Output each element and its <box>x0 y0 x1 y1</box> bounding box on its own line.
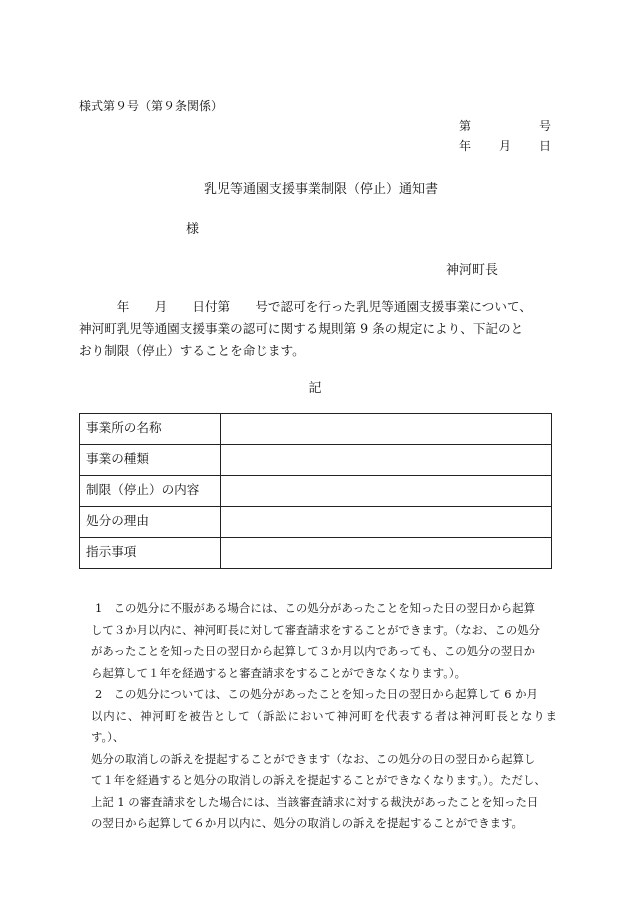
doc-no-prefix: 第 <box>459 119 472 133</box>
note-1-line: して３か月以内に、神河町長に対して審査請求をすることができます。（なお、この処分 <box>91 622 541 637</box>
row-label: 事業所の名称 <box>80 414 221 445</box>
document-title-row <box>0 178 630 197</box>
date-day: 日 <box>539 139 552 153</box>
note-2-line: 以内に、神河町を被告として（訴訟において神河町を代表する者は神河町長となります。）、 <box>91 708 557 744</box>
note-2-line: て１年を経過すると処分の取消しの訴えを提起することができなくなります。）。ただし、 <box>91 773 546 787</box>
table-row <box>80 414 552 445</box>
row-label: 処分の理由 <box>80 507 221 538</box>
note-1-line: があったことを知った日の翌日から起算して３か月以内であっても、この処分の翌日か <box>91 644 536 658</box>
note-2-line: の翌日から起算して６か月以内に、処分の取消しの訴えを提起することができます。 <box>91 816 523 830</box>
row-value <box>221 414 552 445</box>
row-label: 事業の種類 <box>80 445 221 476</box>
document-date <box>459 137 551 153</box>
date-year: 年 <box>459 139 472 153</box>
table-row <box>80 476 552 507</box>
addressee-suffix: 様 <box>186 222 200 237</box>
notes-section <box>79 598 557 835</box>
table-row <box>80 507 552 538</box>
row-value <box>221 476 552 507</box>
body-paragraph <box>79 296 557 362</box>
note-2-line: 上記 1 の審査請求をした場合には、当該審査請求に対する裁決があったことを知った日 <box>91 794 539 809</box>
body-line-2: 神河町乳児等通園支援事業の認可に関する規則第 9 条の規定により、下記のと <box>79 321 524 336</box>
date-month: 月 <box>499 139 512 153</box>
document-title: 乳児等通園支援事業制限（停止）通知書 <box>203 182 438 197</box>
row-value <box>221 445 552 476</box>
body-line-3: おり制限（停止）することを命じます。 <box>79 343 305 358</box>
row-value <box>221 538 552 569</box>
ki-heading: 記 <box>308 381 322 396</box>
row-label: 制限（停止）の内容 <box>80 476 221 507</box>
doc-no-suffix: 号 <box>539 119 552 133</box>
body-line-1: 年 月 日付第 号で認可を行った乳児等通園支援事業について、 <box>79 299 532 314</box>
row-label: 指示事項 <box>80 538 221 569</box>
table-row <box>80 445 552 476</box>
note-1-line: ら起算して１年を経過すると審査請求をすることができなくなります。）。 <box>91 665 466 680</box>
row-value <box>221 507 552 538</box>
note-1-line: 1 この処分に不服がある場合には、この処分があったことを知った日の翌日から起算 <box>95 601 535 615</box>
table-row <box>80 538 552 569</box>
note-2-line: 処分の取消しの訴えを提起することができます（なお、この処分の日の翌日から起算し <box>91 751 536 766</box>
issuer-name: 神河町長 <box>446 263 499 278</box>
note-2-line: 2 この処分については、この処分があったことを知った日の翌日から起算して 6 か月 <box>95 687 538 701</box>
form-number: 様式第９号（第９条関係） <box>79 99 224 113</box>
document-number <box>459 117 551 133</box>
details-table <box>79 413 552 569</box>
